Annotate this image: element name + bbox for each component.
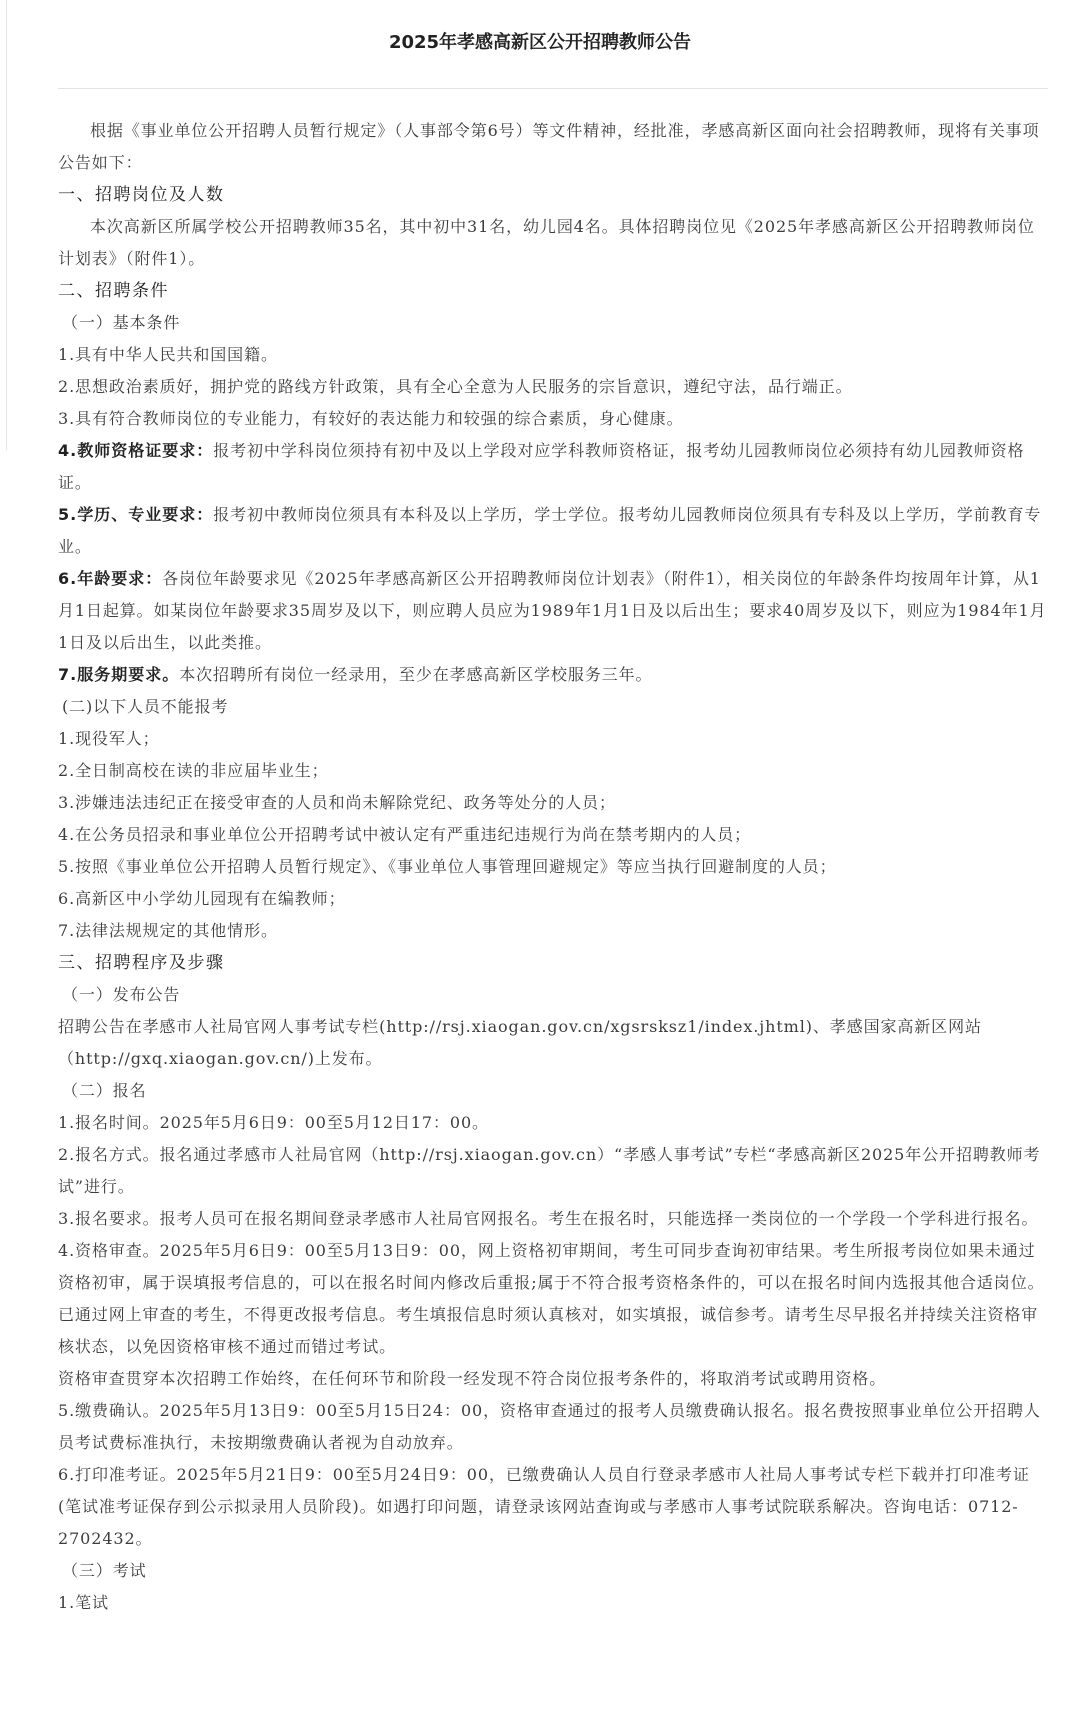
registration-step: 4.资格审查。2025年5月6日9：00至5月13日9：00，网上资格初审期间，考生可同步查询初审结果。考生所报考岗位如果未通过资格初审，属于误填报考信息的，可以在报名时间内修改后重报;属于不符合报考资格条件的，可以在报名时间内选报其他合适岗位。已通过网上审查的考生，不得更改报考信息。考生填报信息时须认真核对，如实填报，诚信参考。请考生尽早报名并持续关注资格审核状态，以免因资格审核不通过而错过考试。 xyxy=(58,1241,1045,1356)
basic-condition-3: 3.具有符合教师岗位的专业能力，有较好的表达能力和较强的综合素质，身心健康。 xyxy=(58,409,684,428)
requirement-4-label: 4.教师资格证要求： xyxy=(58,441,214,460)
requirement-6-text: 各岗位年龄要求见《2025年孝感高新区公开招聘教师岗位计划表》（附件1），相关岗位的年龄条件均按周年计算，从1月1日起算。如某岗位年龄要求35周岁及以下，则应聘人员应为1989年1月1日及以后出生；要求40周岁及以下，则应为1984年1月1日及以后出生，以此类推。 xyxy=(58,569,1047,652)
excluded-item: 2.全日制高校在读的非应届毕业生； xyxy=(58,761,329,780)
registration-note: 资格审查贯穿本次招聘工作始终，在任何环节和阶段一经发现不符合岗位报考条件的，将取消考试或聘用资格。 xyxy=(58,1369,887,1388)
section-2-heading: 二、招聘条件 xyxy=(58,281,169,301)
section-2-sub-1: （一）基本条件 xyxy=(62,313,181,332)
intro-paragraph: 根据《事业单位公开招聘人员暂行规定》（人事部令第6号）等文件精神，经批准，孝感高新区面向社会招聘教师，现将有关事项公告如下： xyxy=(58,121,1040,172)
exam-item: 1.笔试 xyxy=(58,1593,109,1612)
requirement-6-label: 6.年龄要求： xyxy=(58,569,163,588)
article-body xyxy=(58,115,1048,1619)
excluded-item: 6.高新区中小学幼儿园现有在编教师； xyxy=(58,889,346,908)
requirement-7-text: 本次招聘所有岗位一经录用，至少在孝感高新区学校服务三年。 xyxy=(179,665,653,684)
registration-step: 5.缴费确认。2025年5月13日9：00至5月15日24：00，资格审查通过的报考人员缴费确认报名。报名费按照事业单位公开招聘人员考试费标准执行，未按期缴费确认者视为自动放弃。 xyxy=(58,1401,1041,1452)
registration-step: 2.报名方式。报名通过孝感市人社局官网（http://rsj.xiaogan.gov.cn）“孝感人事考试”专栏“孝感高新区2025年公开招聘教师考试”进行。 xyxy=(58,1145,1041,1196)
requirement-4-text: 报考初中学科岗位须持有初中及以上学段对应学科教师资格证，报考幼儿园教师岗位必须持有幼儿园教师资格证。 xyxy=(58,441,1025,492)
basic-condition-2: 2.思想政治素质好，拥护党的路线方针政策，具有全心全意为人民服务的宗旨意识，遵纪守法，品行端正。 xyxy=(58,377,853,396)
basic-condition-1: 1.具有中华人民共和国国籍。 xyxy=(58,345,278,364)
section-2-sub-2: (二)以下人员不能报考 xyxy=(62,697,229,716)
registration-step: 1.报名时间。2025年5月6日9：00至5月12日17：00。 xyxy=(58,1113,489,1132)
registration-step: 3.报名要求。报考人员可在报名期间登录孝感市人社局官网报名。考生在报名时，只能选择一类岗位的一个学段一个学科进行报名。 xyxy=(58,1209,1039,1228)
excluded-item: 3.涉嫌违法违纪正在接受审查的人员和尚未解除党纪、政务等处分的人员； xyxy=(58,793,616,812)
requirement-6 xyxy=(58,563,1048,659)
excluded-item: 1.现役军人； xyxy=(58,729,160,748)
excluded-item: 4.在公务员招录和事业单位公开招聘考试中被认定有严重违纪违规行为尚在禁考期内的人员； xyxy=(58,825,752,844)
section-3-sub-1: （一）发布公告 xyxy=(62,985,181,1004)
announce-text: 招聘公告在孝感市人社局官网人事考试专栏(http://rsj.xiaogan.gov.cn/xgsrsksz1/index.jhtml)、孝感国家高新区网站（http://gxq.xiaogan.gov.cn/)上发布。 xyxy=(58,1017,982,1068)
requirement-5-text: 报考初中教师岗位须具有本科及以上学历，学士学位。报考幼儿园教师岗位须具有专科及以上学历，学前教育专业。 xyxy=(58,505,1042,556)
requirement-5 xyxy=(58,499,1048,563)
requirement-7 xyxy=(58,659,1048,691)
excluded-item: 7.法律法规规定的其他情形。 xyxy=(58,921,278,940)
title-divider xyxy=(58,88,1048,89)
page-title: 2025年孝感高新区公开招聘教师公告 xyxy=(388,32,692,53)
section-3-sub-3: （三）考试 xyxy=(62,1561,147,1580)
section-1-text: 本次高新区所属学校公开招聘教师35名，其中初中31名，幼儿园4名。具体招聘岗位见《2025年孝感高新区公开招聘教师岗位计划表》（附件1）。 xyxy=(58,217,1035,268)
registration-step: 6.打印准考证。2025年5月21日9：00至5月24日9：00，已缴费确认人员自行登录孝感市人社局人事考试专栏下载并打印准考证(笔试准考证保存到公示拟录用人员阶段)。如遇打印问题，请登录该网站查询或与孝感市人事考试院联系解决。咨询电话：0712-2702432。 xyxy=(58,1465,1030,1548)
page-left-border xyxy=(6,0,7,450)
requirement-4 xyxy=(58,435,1048,499)
section-1-heading: 一、招聘岗位及人数 xyxy=(58,185,225,205)
excluded-item: 5.按照《事业单位公开招聘人员暂行规定》、《事业单位人事管理回避规定》等应当执行回避制度的人员； xyxy=(58,857,837,876)
section-3-heading: 三、招聘程序及步骤 xyxy=(58,953,225,973)
requirement-7-label: 7.服务期要求。 xyxy=(58,665,180,684)
requirement-5-label: 5.学历、专业要求： xyxy=(58,505,214,524)
section-3-sub-2: （二）报名 xyxy=(62,1081,147,1100)
